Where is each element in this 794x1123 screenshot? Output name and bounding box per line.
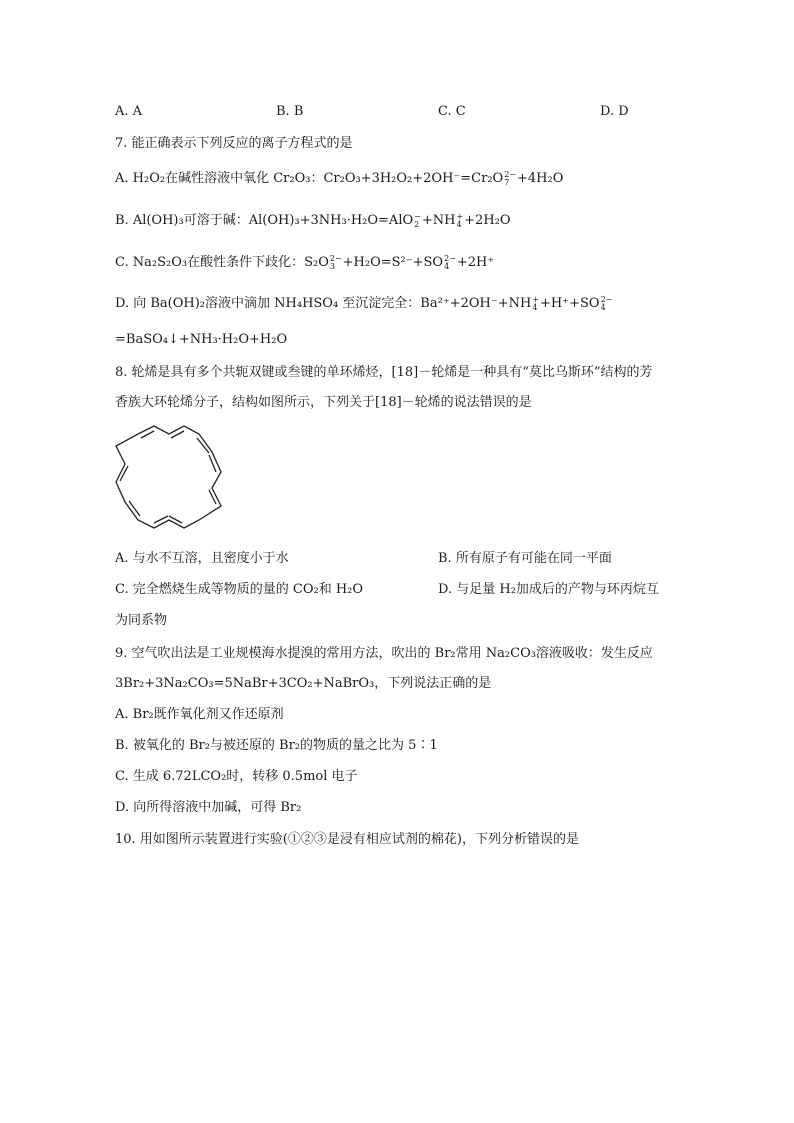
annulene-ring-diagram (113, 424, 225, 530)
q7-option-d-continued: =BaSO₄↓+NH₃·H₂O+H₂O (115, 332, 288, 347)
q8-option-d-continued: 为同系物 (115, 613, 168, 628)
q7-option-d: D. 向 Ba(OH)₂溶液中滴加 NH₄HSO₄ 至沉淀完全：Ba²⁺+2OH⁻+NH + 4 +H⁺+SO 2− 4 (115, 294, 613, 312)
q8-option-d: D. 与足量 H₂加成后的产物与环丙烷互 (438, 582, 659, 597)
q7-option-b: B. Al(OH)₃可溶于碱：Al(OH)₃+3NH₃·H₂O=AlO − 2 +NH + 4 +2H₂O (115, 211, 511, 229)
q9-option-b: B. 被氧化的 Br₂与被还原的 Br₂的物质的量之比为 5∶1 (115, 738, 438, 753)
q8-stem-line1: 8. 轮烯是具有多个共轭双键或叁键的单环烯烃，[18]－轮烯是一种具有“莫比乌斯环”结构的芳 (115, 365, 653, 380)
q9-option-d: D. 向所得溶液中加碱，可得 Br₂ (115, 800, 302, 815)
q6-option-a: A. A (115, 104, 143, 119)
q6-option-b: B. B (276, 104, 304, 119)
q9-option-a: A. Br₂既作氧化剂又作还原剂 (115, 707, 284, 722)
q9-stem-line2: 3Br₂+3Na₂CO₃=5NaBr+3CO₂+NaBrO₃，下列说法正确的是 (115, 676, 492, 691)
q8-stem-line2: 香族大环轮烯分子，结构如图所示，下列关于[18]－轮烯的说法错误的是 (115, 395, 532, 410)
q7-stem: 7. 能正确表示下列反应的离子方程式的是 (115, 136, 353, 151)
q6-option-c: C. C (438, 104, 466, 119)
q9-stem-line1: 9. 空气吹出法是工业规模海水提溴的常用方法，吹出的 Br₂常用 Na₂CO₃溶液吸收：发生反应 (115, 646, 653, 661)
q9-option-c: C. 生成 6.72LCO₂时，转移 0.5mol 电子 (115, 769, 358, 784)
q6-option-d: D. D (600, 104, 629, 119)
q8-option-c: C. 完全燃烧生成等物质的量的 CO₂和 H₂O (115, 582, 364, 597)
q7-option-a: A. H₂O₂在碱性溶液中氧化 Cr₂O₃：Cr₂O₃+3H₂O₂+2OH⁻=Cr₂O 2− 7 +4H₂O (115, 169, 564, 187)
q8-option-a: A. 与水不互溶，且密度小于水 (115, 551, 289, 566)
q8-option-b: B. 所有原子有可能在同一平面 (438, 551, 612, 566)
q7-option-c: C. Na₂S₂O₃在酸性条件下歧化：S₂O 2− 3 +H₂O=S²⁻+SO 2− 4 +2H⁺ (115, 253, 495, 271)
q10-stem: 10. 用如图所示装置进行实验(①②③是浸有相应试剂的棉花)，下列分析错误的是 (115, 832, 579, 847)
